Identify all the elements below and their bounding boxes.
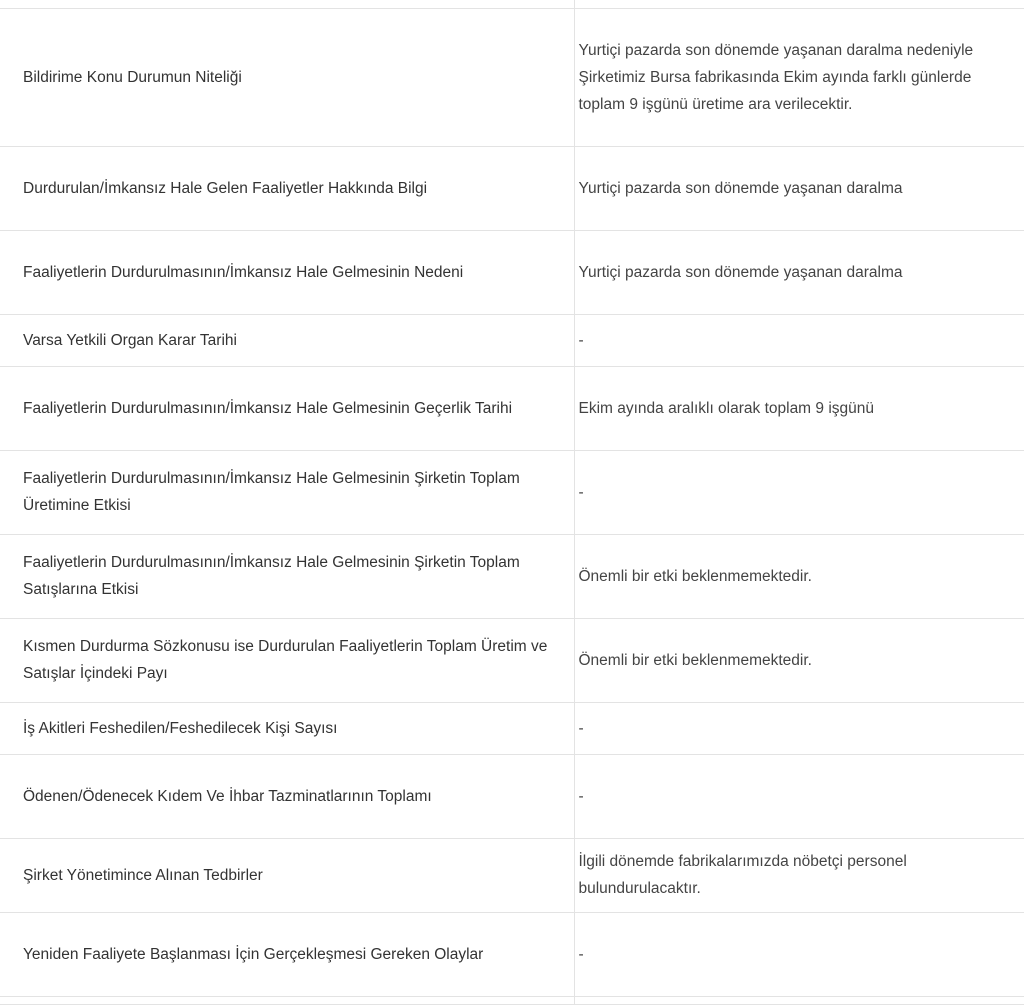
row-value: - xyxy=(574,450,1024,534)
table-top-strip xyxy=(0,0,1024,8)
row-value: Önemli bir etki beklenmemektedir. xyxy=(574,618,1024,702)
table-row xyxy=(0,912,1024,996)
table-row xyxy=(0,534,1024,618)
row-label: Şirket Yönetimince Alınan Tedbirler xyxy=(0,838,574,912)
row-value: - xyxy=(574,702,1024,754)
table-row xyxy=(0,450,1024,534)
row-label: Faaliyetlerin Durdurulmasının/İmkansız Hale Gelmesinin Geçerlik Tarihi xyxy=(0,366,574,450)
table-row xyxy=(0,146,1024,230)
row-label: Ödenen/Ödenecek Kıdem Ve İhbar Tazminatlarının Toplamı xyxy=(0,754,574,838)
table-row xyxy=(0,8,1024,146)
row-label: İş Akitleri Feshedilen/Feshedilecek Kişi Sayısı xyxy=(0,702,574,754)
table-bottom-strip xyxy=(0,996,1024,1004)
row-label: Durdurulan/İmkansız Hale Gelen Faaliyetler Hakkında Bilgi xyxy=(0,146,574,230)
table-row xyxy=(0,366,1024,450)
row-value: - xyxy=(574,912,1024,996)
row-label: Yeniden Faaliyete Başlanması İçin Gerçekleşmesi Gereken Olaylar xyxy=(0,912,574,996)
table-row xyxy=(0,702,1024,754)
table-row xyxy=(0,230,1024,314)
row-value: İlgili dönemde fabrikalarımızda nöbetçi personel bulundurulacaktır. xyxy=(574,838,1024,912)
row-label: Varsa Yetkili Organ Karar Tarihi xyxy=(0,314,574,366)
row-label: Faaliyetlerin Durdurulmasının/İmkansız Hale Gelmesinin Nedeni xyxy=(0,230,574,314)
row-value: - xyxy=(574,754,1024,838)
row-label: Kısmen Durdurma Sözkonusu ise Durdurulan Faaliyetlerin Toplam Üretim ve Satışlar İçindeki Payı xyxy=(0,618,574,702)
table-row xyxy=(0,618,1024,702)
row-value: Ekim ayında aralıklı olarak toplam 9 işgünü xyxy=(574,366,1024,450)
row-value: Yurtiçi pazarda son dönemde yaşanan daralma xyxy=(574,146,1024,230)
row-value: Önemli bir etki beklenmemektedir. xyxy=(574,534,1024,618)
row-value: Yurtiçi pazarda son dönemde yaşanan daralma nedeniyle Şirketimiz Bursa fabrikasında Ekim ayında farklı günlerde toplam 9 işgünü üretime ara verilecektir. xyxy=(574,8,1024,146)
row-label: Bildirime Konu Durumun Niteliği xyxy=(0,8,574,146)
table-row xyxy=(0,754,1024,838)
table-row xyxy=(0,314,1024,366)
row-value: - xyxy=(574,314,1024,366)
row-label: Faaliyetlerin Durdurulmasının/İmkansız Hale Gelmesinin Şirketin Toplam Üretimine Etkisi xyxy=(0,450,574,534)
table-row xyxy=(0,838,1024,912)
row-value: Yurtiçi pazarda son dönemde yaşanan daralma xyxy=(574,230,1024,314)
row-label: Faaliyetlerin Durdurulmasının/İmkansız Hale Gelmesinin Şirketin Toplam Satışlarına Etkisi xyxy=(0,534,574,618)
